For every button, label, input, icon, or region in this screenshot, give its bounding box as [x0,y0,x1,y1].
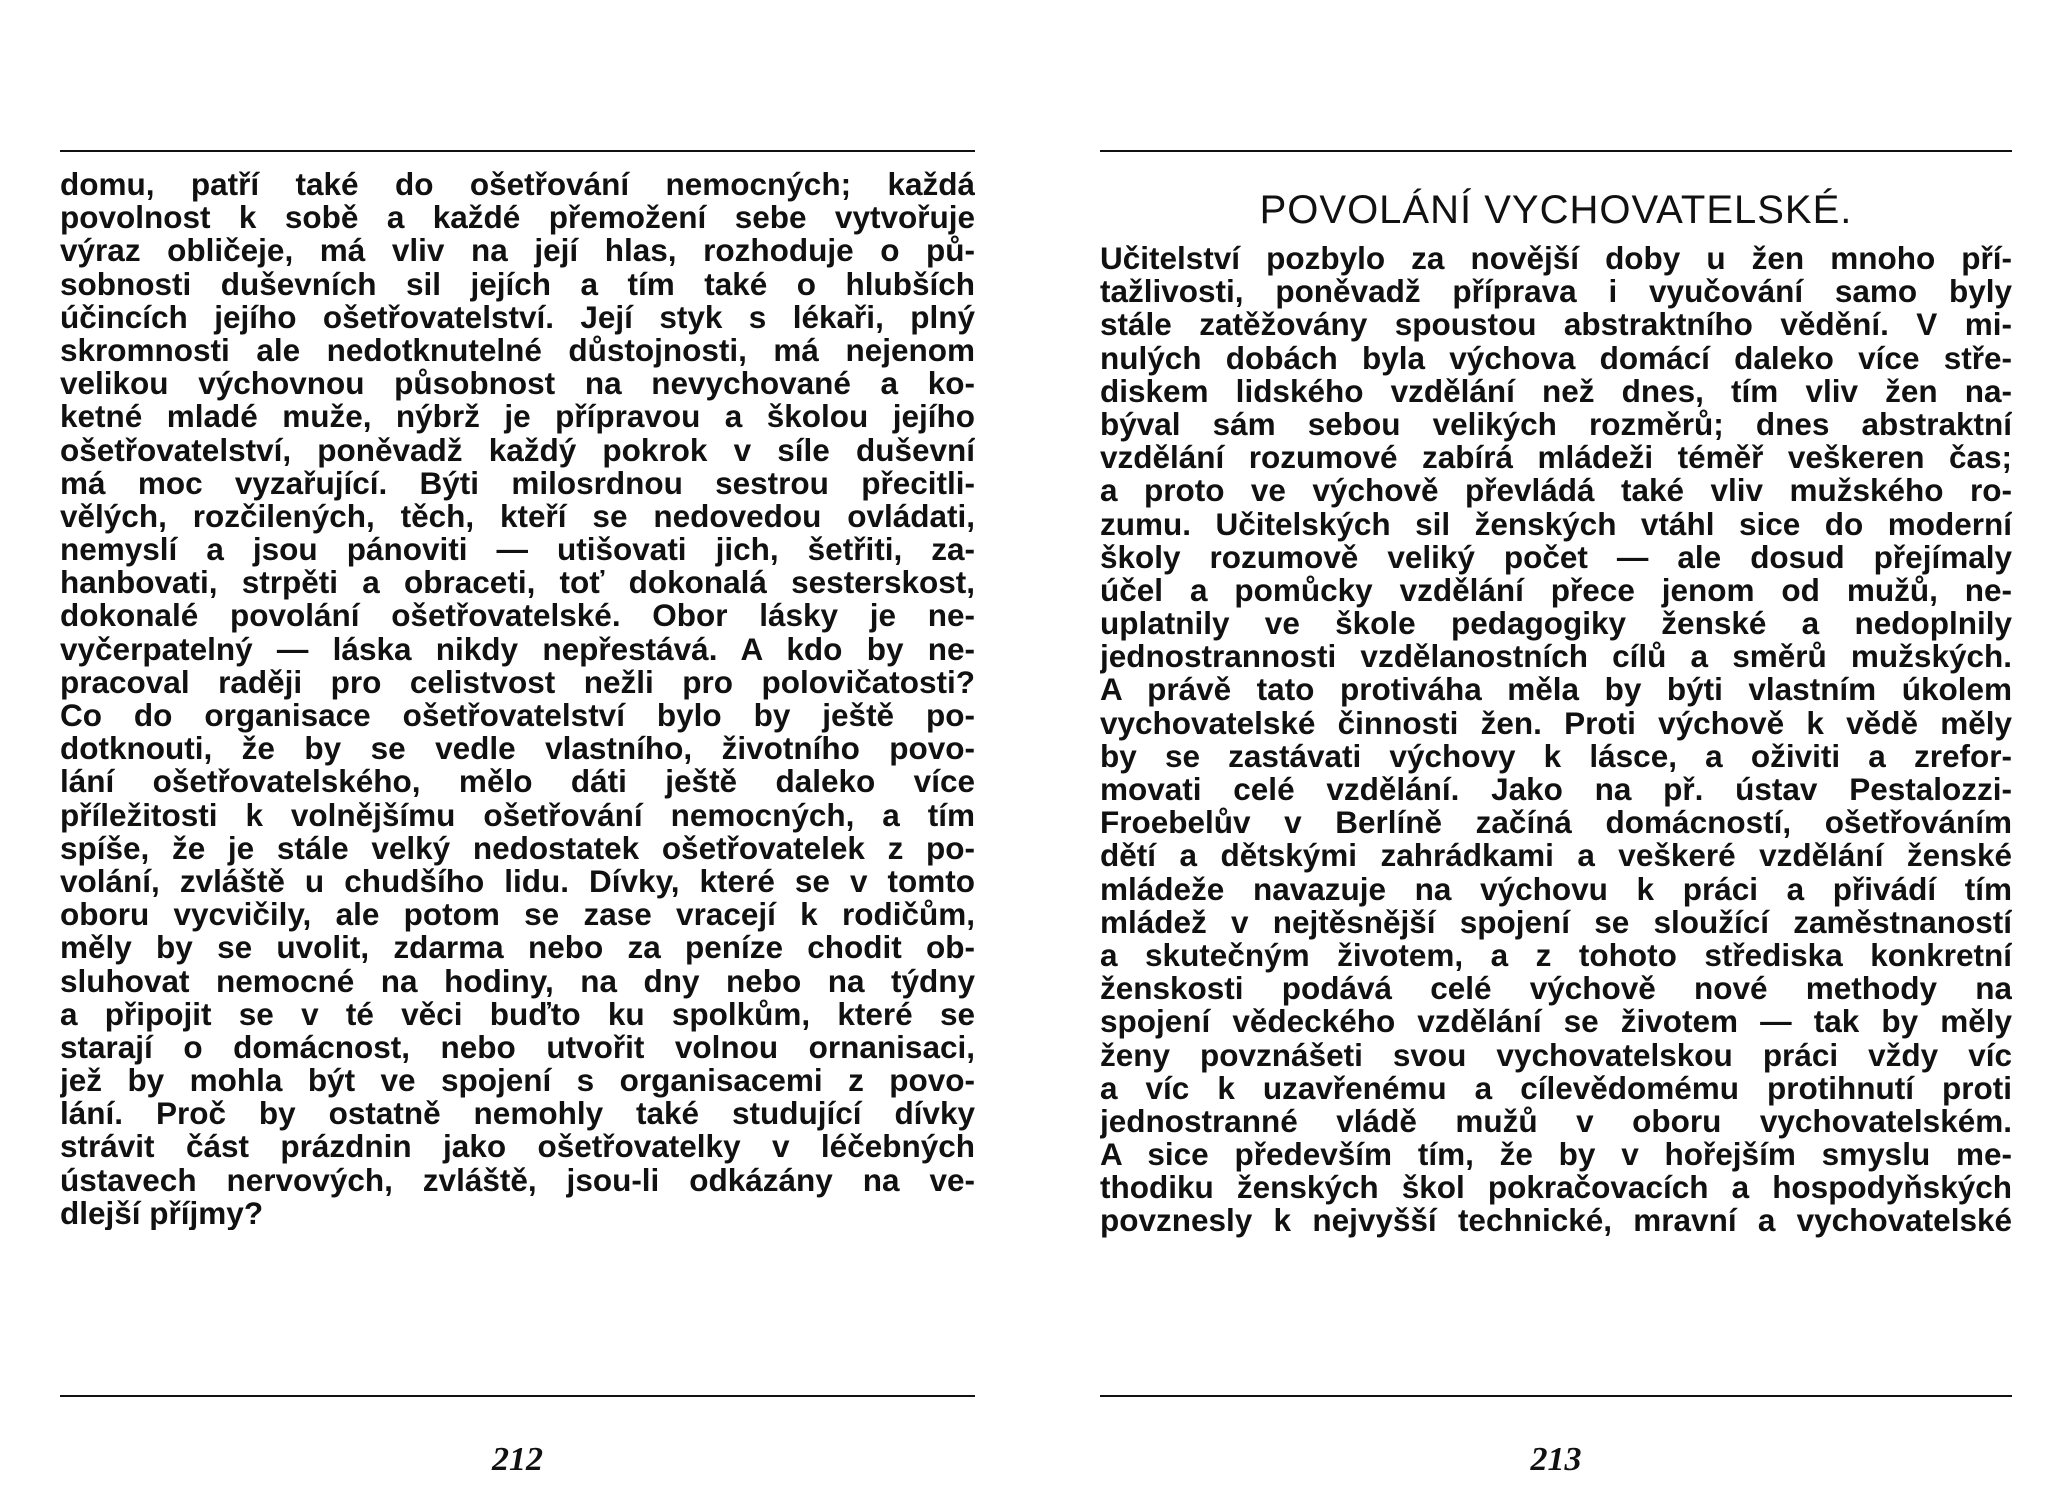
text-line: dětí a dětskými zahrádkami a veškeré vzdělání ženské [1100,837,2012,874]
text-line: movati celé vzdělání. Jako na př. ústav Pestalozzi- [1100,771,2012,807]
text-line: domu, patří také do ošetřování nemocných; každá [60,168,975,202]
top-rule [1100,150,2012,152]
text-line: a připojit se v té věci buďto ku spolkům, které se [60,995,975,1032]
text-line: sluhovat nemocné na hodiny, na dny nebo na týdny [60,962,975,999]
text-line: by se zastávati výchovy k lásce, a oživiti a zrefor- [1100,737,2012,774]
text-line: měly by se uvolit, zdarma nebo za peníze chodit ob- [60,929,975,966]
text-line: ženskosti podává celé výchově nové methody na [1100,970,2012,1007]
text-line: býval sám sebou velikých rozměrů; dnes abstraktní [1100,405,2012,442]
text-line: A sice především tím, že by v hořejším smyslu me- [1100,1136,2012,1173]
text-line: starají o domácnost, nebo utvořit volnou ornanisaci, [60,1028,975,1065]
text-line: účincích jejího ošetřovatelství. Její styk s lékaři, plný [60,298,975,335]
text-line: vyčerpatelný — láska nikdy nepřestává. A kdo by ne- [60,630,975,667]
text-line: vzdělání rozumové zabírá mládeži téměř veškeren čas; [1100,439,2012,476]
text-line: hanbovati, strpěti a obraceti, toť dokonalá sesterskost, [60,564,975,601]
text-line: dokonalé povolání ošetřovatelské. Obor lásky je ne- [60,597,975,634]
text-line: tažlivosti, poněvadž příprava i vyučování samo byly [1100,273,2012,310]
text-line: spojení vědeckého vzdělání se životem — tak by měly [1100,1003,2012,1040]
text-line: spíše, že je stále velký nedostatek ošetřovatelek z po- [60,829,975,866]
text-line: výraz obličeje, má vliv na její hlas, rozhoduje o pů- [60,232,975,269]
text-line: velikou výchovnou působnost na nevychované a ko- [60,365,975,402]
text-line: školy rozumově veliký počet — ale dosud přejímaly [1100,538,2012,575]
text-line: oboru vycvičily, ale potom se zase vracejí k rodičům, [60,896,975,933]
text-line: Učitelství pozbylo za novější doby u žen mnoho pří- [1100,242,2012,276]
text-line: účel a pomůcky vzdělání přece jenom od mužů, ne- [1100,571,2012,608]
text-line: stále zatěžovány spoustou abstraktního vědění. V mi- [1100,306,2012,343]
top-rule [60,150,975,152]
text-line: nulých dobách byla výchova domácí daleko více stře- [1100,339,2012,376]
text-line: pracoval raději pro celistvost nežli pro polovičatosti? [60,663,975,700]
left-page [60,0,975,1500]
text-line: Co do organisace ošetřovatelství bylo by ještě po- [60,697,975,733]
text-line: jednostrannosti vzdělanostních cílů a směrů mužských. [1100,638,2012,675]
text-line: thodiku ženských škol pokračovacích a hospodyňských [1100,1169,2012,1206]
text-line: jednostranné vládě mužů v oboru vychovatelském. [1100,1102,2012,1139]
text-line: lání ošetřovatelského, mělo dáti ještě daleko více [60,763,975,800]
page-number: 213 [1530,1441,1582,1478]
text-line: lání. Proč by ostatně nemohly také studující dívky [60,1095,975,1132]
text-line: mládeže navazuje na výchovu k práci a přivádí tím [1100,870,2012,907]
left-body-text [60,168,975,1230]
text-line: a víc k uzavřenému a cílevědomému protihnutí proti [1100,1069,2012,1106]
bottom-rule [60,1395,975,1397]
page-number: 212 [492,1441,543,1478]
text-line: zumu. Učitelských sil ženských vtáhl sice do moderní [1100,505,2012,542]
text-line: jež by mohla být ve spojení s organisacemi z povo- [60,1062,975,1099]
text-line: diskem lidského vzdělání než dnes, tím vliv žen na- [1100,372,2012,409]
text-line: a skutečným životem, a z tohoto střediska konkretní [1100,936,2012,973]
text-line: A právě tato protiváha měla by býti vlastním úkolem [1100,671,2012,708]
text-line: povolnost k sobě a každé přemožení sebe vytvořuje [60,199,975,236]
right-page [1100,0,2012,1500]
text-line: sobnosti duševních sil jejích a tím také o hlubších [60,265,975,302]
text-line: mládež v nejtěsnější spojení se sloužící zaměstnaností [1100,903,2012,940]
text-line: má moc vyzařující. Býti milosrdnou sestrou přecitli- [60,464,975,501]
text-line: nemyslí a jsou pánoviti — utišovati jich, šetřiti, za- [60,531,975,568]
chapter-heading: POVOLÁNÍ VYCHOVATELSKÉ. [1259,188,1853,232]
text-line: ženy povznášeti svou vychovatelskou práci vždy víc [1100,1036,2012,1073]
text-line: skromnosti ale nedotknutelné důstojnosti, má nejenom [60,331,975,368]
bottom-rule [1100,1395,2012,1397]
text-line: dlejší příjmy? [60,1194,264,1230]
text-line: vychovatelské činnosti žen. Proti výchově k vědě měly [1100,704,2012,741]
text-line: Froebelův v Berlíně začíná domácností, ošetřováním [1100,804,2012,841]
text-line: strávit část prázdnin jako ošetřovatelky v léčebných [60,1128,975,1165]
text-line: ošetřovatelství, poněvadž každý pokrok v síle duševní [60,431,975,468]
text-line: příležitosti k volnějšímu ošetřování nemocných, a tím [60,796,975,833]
text-line: vělých, rozčilených, těch, kteří se nedovedou ovládati, [60,497,975,534]
text-line: volání, zvláště u chudšího lidu. Dívky, které se v tomto [60,862,975,899]
text-line: a proto ve výchově převládá také vliv mužského ro- [1100,472,2012,509]
right-body-text [1100,242,2012,1238]
text-line: uplatnily ve škole pedagogiky ženské a nedoplnily [1100,605,2012,642]
text-line: ketné mladé muže, nýbrž je přípravou a školou jejího [60,398,975,435]
text-line: povznesly k nejvyšší technické, mravní a vychovatelské [1100,1202,2012,1238]
text-line: dotknouti, že by se vedle vlastního, životního povo- [60,730,975,767]
text-line: ústavech nervových, zvláště, jsou-li odkázány na ve- [60,1161,975,1198]
